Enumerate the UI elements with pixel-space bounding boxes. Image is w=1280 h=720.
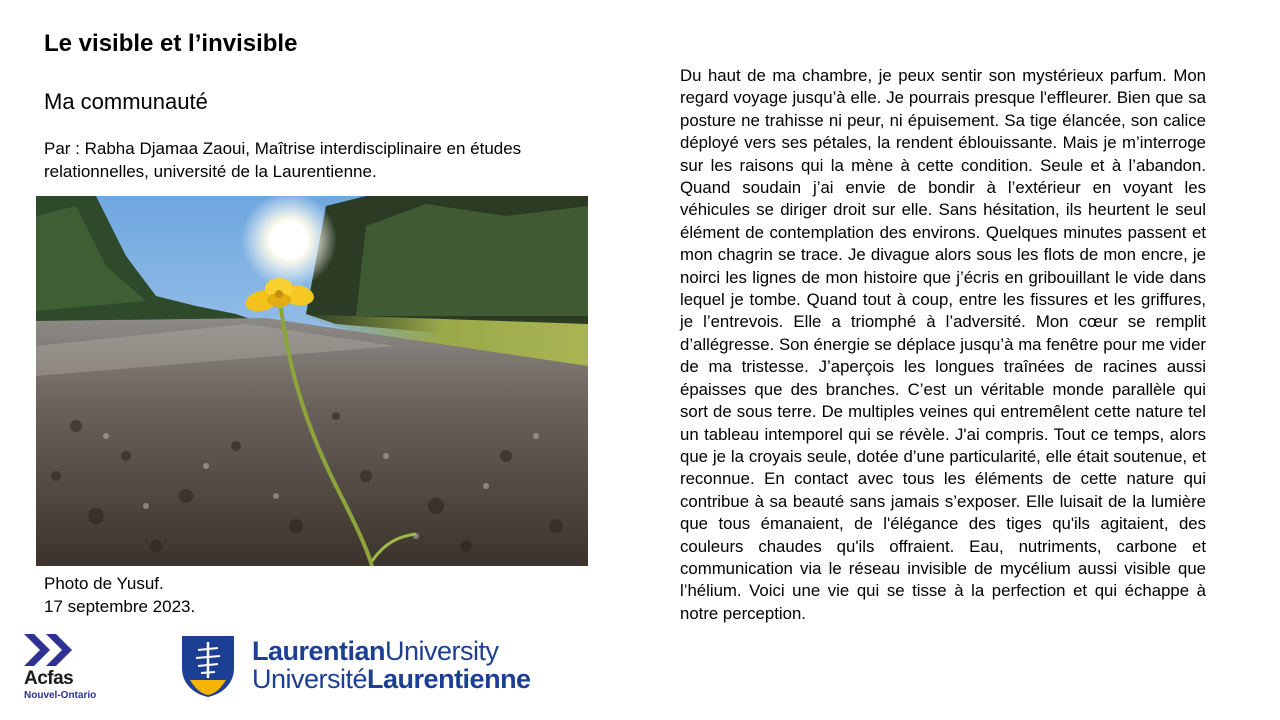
page-subtitle: Ma communauté — [44, 89, 208, 114]
author-byline: Par : Rabha Djamaa Zaoui, Maîtrise interdisciplinaire en études relationnelles, université de la Laurentienne. — [44, 139, 522, 181]
laurentian-line-en: LaurentianUniversity — [252, 636, 499, 666]
laurentian-shield-icon — [180, 634, 236, 698]
laurentian-logo — [180, 634, 540, 700]
page-title: Le visible et l’invisible — [44, 30, 298, 57]
photo-caption — [44, 572, 195, 618]
photo-credit: Photo de Yusuf. — [44, 574, 164, 593]
acfas-arrows-icon — [24, 634, 78, 666]
flower-photo — [36, 196, 588, 566]
photo-date: 17 septembre 2023. — [44, 597, 196, 616]
acfas-wordmark: Acfas — [24, 668, 74, 689]
acfas-logo — [22, 632, 122, 706]
acfas-region: Nouvel-Ontario — [24, 690, 97, 701]
laurentian-line-fr: UniversitéLaurentienne — [252, 664, 531, 694]
story-text: Du haut de ma chambre, je peux sentir son mystérieux parfum. Mon regard voyage jusqu’à elle. Je pourrais presque l'effleurer. Bien que sa posture ne trahisse ni peur, ni épuisement. Sa tige élancée, son calice déployé vers ses pétales, la rendent éblouissante. Mais je m’interroge sur les raisons qui la mène à cette condition. Seule et à l’abandon. Quand soudain j’ai envie de bondir à l’extérieur en voyant les véhicules se diriger droit sur elle. Sans hésitation, ils heurtent le seul élément de contemplation des environs. Quelques minutes passent et mon chagrin se trace. Je divague alors sous les flots de mon encre, je noirci les lignes de mon histoire que j’écris en gribouillant le vide dans lequel je tombe. Quand tout à coup, entre les fissures et les griffures, je l’entrevois. Elle a triomphé à l’adversité. Mon cœur se remplit d’allégresse. Son énergie se déplace jusqu’à ma fenêtre pour me vider de ma tristesse. J’aperçois les longues traînées de racines aussi épaisses que des branches. C’est un véritable monde parallèle qui sort de sous terre. De multiples veines qui entremêlent cette nature tel un tableau intemporel qui se révèle. J'ai compris. Tout ce temps, alors que je la croyais seule, dotée d’une particularité, elle était soutenue, et reconnue. En contact avec tous les éléments de cette nature qui contribue à sa beauté sans jamais s’exposer. Elle luisait de la lumière que tous émanaient, de l'élégance des tiges qu'ils agitaient, des couleurs chaudes qu'ils offraient. Eau, nutriments, carbone et communication via le réseau invisible de mycélium aussi visible que l’hélium. Voici une vie qui se tisse à la perfection et qui échappe à notre perception. — [680, 66, 1206, 623]
